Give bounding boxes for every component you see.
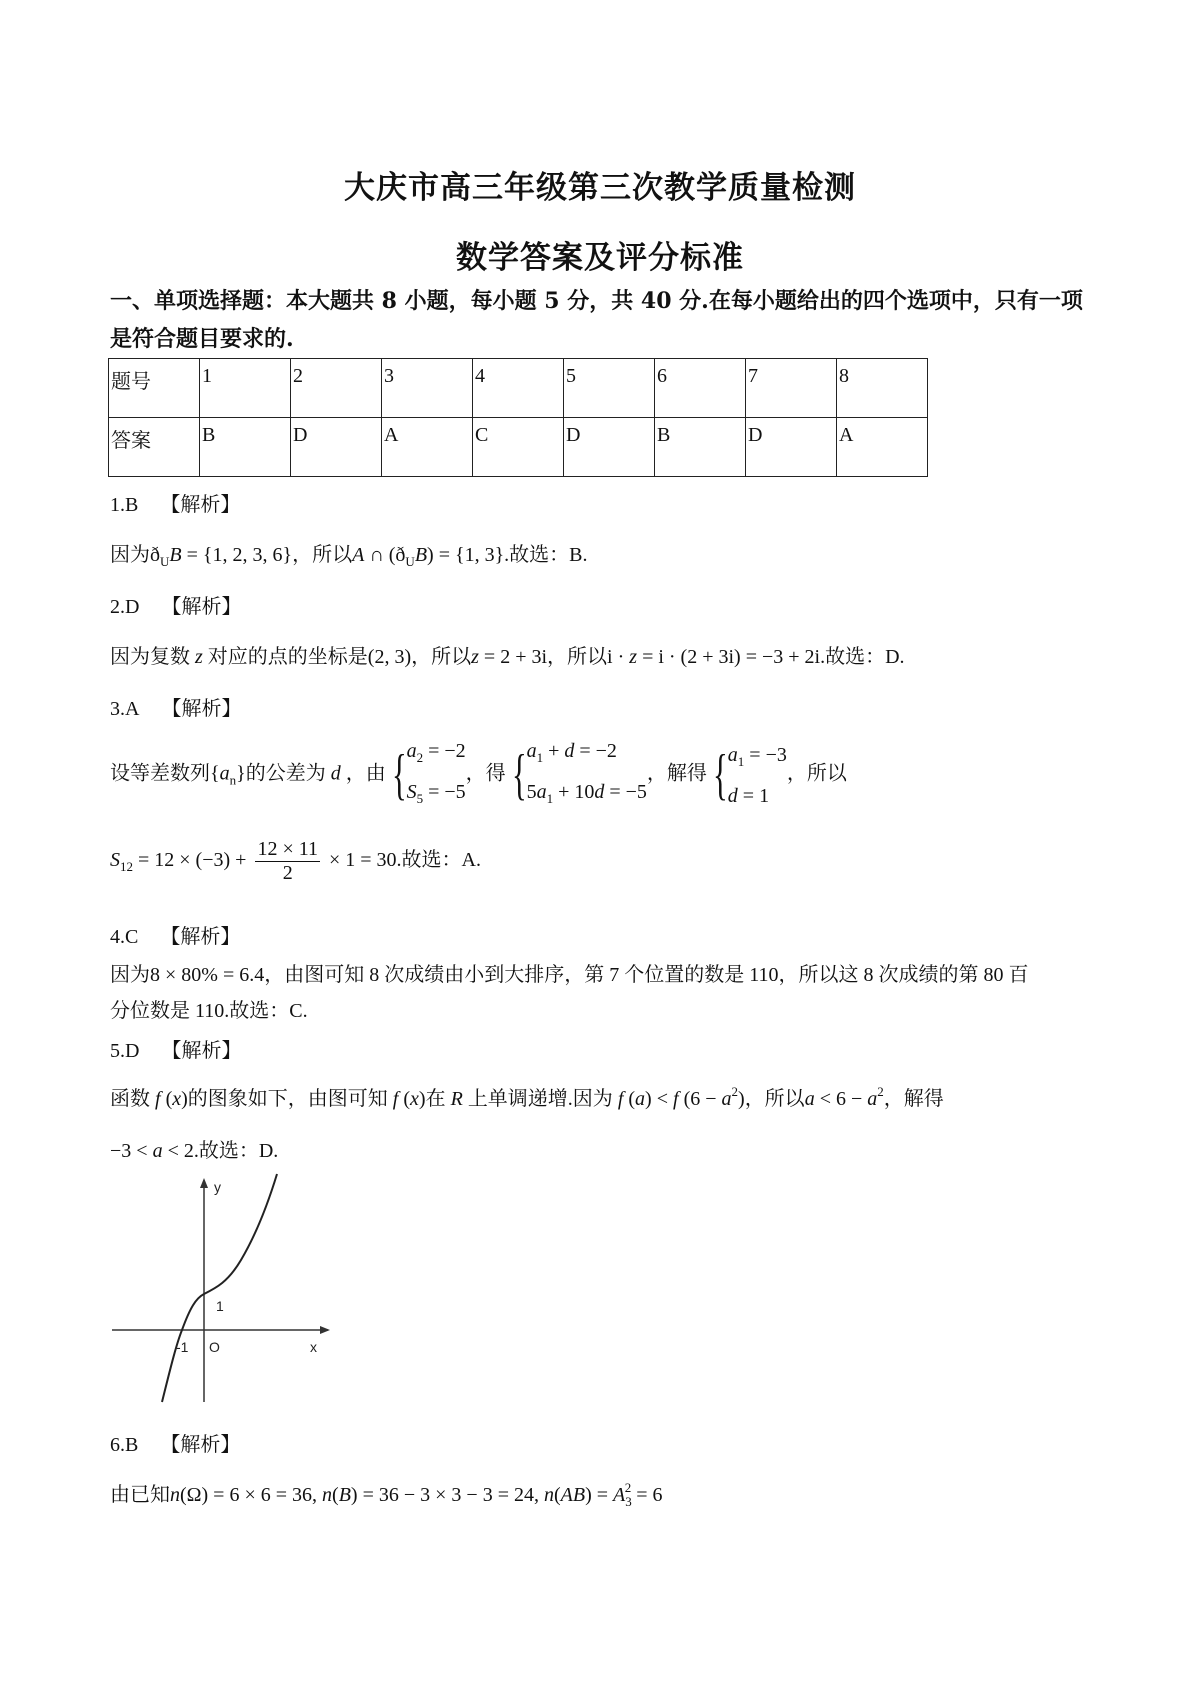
q6-answer: 6.B (110, 1434, 139, 1456)
question-number: 5 (564, 359, 655, 418)
q1-answer: 1.B (110, 494, 139, 516)
answer-cell: D (291, 418, 382, 477)
answer-cell: A (382, 418, 473, 477)
q3-explanation: 设等差数列$\{a_n\}$的公差为 d ，由 {$a_2 = -2$ $S_5 = -5$，得 {$a_1 + d = -2$ $5a_1 + 10d = -5$，解得 {$a_1 = -3$ d = 1，所以 (110, 740, 847, 807)
x-axis-label: x (310, 1339, 317, 1355)
page-subtitle: 数学答案及评分标准 (456, 240, 744, 276)
q2-answer: 2.D (110, 596, 140, 618)
function-curve (162, 1174, 277, 1402)
row-label-answer: 答案 (109, 418, 200, 477)
q3-explanation-cont: $S_{12} = 12 \times (-3)$ + $\frac{12 \times 11}{2}$ × 1 = 30.故选：A. (110, 838, 481, 884)
origin-label: O (209, 1339, 220, 1355)
answer-cell: D (746, 418, 837, 477)
answer-table-answer-row (109, 418, 928, 477)
q3-label (110, 692, 241, 721)
answer-cell: B (200, 418, 291, 477)
q5-explanation-cont: −3 < a < 2.故选：D. (110, 1140, 279, 1162)
question-number: 2 (291, 359, 382, 418)
q1-explanation: 因为$ð_UB = \{1$, 2, 3, 6}，所以A ∩ $(ð_UB) = \{1$, 3}.故选：B. (110, 544, 588, 569)
q1-label (110, 488, 240, 517)
answer-table (108, 358, 928, 477)
function-graph (106, 1170, 336, 1410)
question-number: 3 (382, 359, 473, 418)
analysis-tag: 【解析】 (160, 926, 241, 948)
question-number: 8 (837, 359, 928, 418)
q6-explanation: 由已知n(Ω) = 6 × 6 = 36, n(B) = 36 − 3 × 3 − 3 = 24, $n(AB) = A_3^2 = 6$ (110, 1480, 663, 1509)
q6-label (110, 1428, 240, 1457)
y-axis-arrow (200, 1178, 208, 1188)
answer-cell: B (655, 418, 746, 477)
answer-cell: C (473, 418, 564, 477)
question-number: 1 (200, 359, 291, 418)
q5-label (110, 1034, 241, 1063)
q5-answer: 5.D (110, 1040, 140, 1062)
row-label-number: 题号 (109, 359, 200, 418)
tick-label-1: 1 (216, 1298, 224, 1314)
q4-answer: 4.C (110, 926, 139, 948)
q3-answer: 3.A (110, 698, 140, 720)
q2-explanation: 因为复数 z 对应的点的坐标是(2, 3)，所以z = 2 + 3i，所以i · z = i · (2 + 3i) = −3 + 2i.故选：D. (110, 646, 905, 668)
analysis-tag: 【解析】 (161, 698, 242, 720)
question-number: 4 (473, 359, 564, 418)
page-title: 大庆市高三年级第三次教学质量检测 (344, 170, 856, 206)
answer-cell: A (837, 418, 928, 477)
q4-explanation-cont: 分位数是 110.故选：C. (110, 1000, 308, 1022)
q5-explanation: 函数 f (x)的图象如下，由图可知 f (x)在 R 上单调递增.因为 f (a) < f $(6 - a^2)$，所以$a < 6 - a^2$，解得 (110, 1084, 944, 1110)
section-heading: 一、单项选择题：本大题共 8 小题，每小题 5 分，共 40 分.在每小题给出的四个选项中，只有一项是符合题目要求的. (110, 288, 1083, 352)
tick-label-neg1: -1 (176, 1339, 189, 1355)
q4-label (110, 920, 240, 949)
answer-cell: D (564, 418, 655, 477)
answer-table-number-row (109, 359, 928, 418)
y-axis-label: y (214, 1179, 221, 1195)
x-axis-arrow (320, 1326, 330, 1334)
q2-label (110, 590, 241, 619)
analysis-tag: 【解析】 (161, 596, 242, 618)
question-number: 7 (746, 359, 837, 418)
analysis-tag: 【解析】 (160, 494, 241, 516)
analysis-tag: 【解析】 (161, 1040, 242, 1062)
question-number: 6 (655, 359, 746, 418)
analysis-tag: 【解析】 (160, 1434, 241, 1456)
q4-explanation: 因为8 × 80% = 6.4，由图可知 8 次成绩由小到大排序，第 7 个位置的数是 110，所以这 8 次成绩的第 80 百 (110, 964, 1029, 986)
